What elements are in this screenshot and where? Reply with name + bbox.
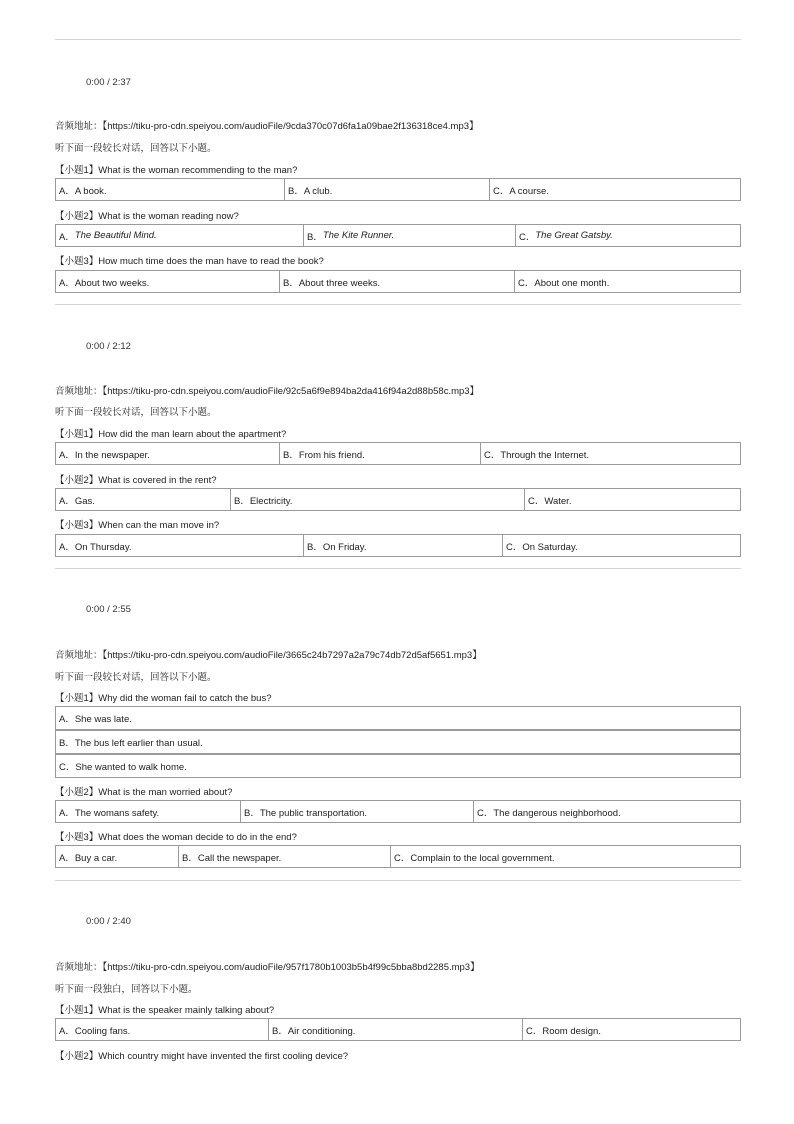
- divider: [55, 880, 741, 881]
- option-b[interactable]: B．On Friday.: [303, 535, 502, 556]
- audio-url: 音频地址：【https://tiku-pro-cdn.speiyou.com/audioFile/957f1780b1003b5b4f99c5bba8bd2285.mp3】: [55, 962, 480, 973]
- audio-url: 音频地址：【https://tiku-pro-cdn.speiyou.com/audioFile/92c5a6f9e894ba2da416f94a2d88b58c.mp3】: [55, 386, 480, 397]
- instruction: 听下面一段较长对话，回答以下小题。: [55, 672, 217, 683]
- question-1: 【小题1】Why did the woman fail to catch the bus?: [55, 693, 272, 704]
- book-title: The Great Gatsby.: [535, 230, 613, 241]
- audio-url: 音频地址：【https://tiku-pro-cdn.speiyou.com/audioFile/3665c24b7297a2a79c74db72d5af5651.mp3】: [55, 650, 482, 661]
- audio-time[interactable]: 0:00 / 2:40: [86, 916, 131, 927]
- option-c[interactable]: C．Water.: [524, 489, 740, 510]
- option-b[interactable]: B．Air conditioning.: [268, 1019, 522, 1040]
- options-row: [55, 488, 741, 511]
- option-a[interactable]: A．She was late.: [55, 706, 741, 730]
- instruction: 听下面一段独白，回答以下小题。: [55, 984, 198, 995]
- divider: [55, 39, 741, 40]
- option-c[interactable]: C．Room design.: [522, 1019, 740, 1040]
- divider: [55, 568, 741, 569]
- option-b[interactable]: B．About three weeks.: [279, 271, 514, 292]
- question-2: 【小题2】What is covered in the rent?: [55, 475, 217, 486]
- option-prefix: B．: [307, 231, 323, 243]
- option-a[interactable]: A．Buy a car.: [59, 852, 118, 864]
- audio-time[interactable]: 0:00 / 2:55: [86, 604, 131, 615]
- option-a[interactable]: A．In the newspaper.: [59, 449, 150, 461]
- question-2: 【小题2】What is the man worried about?: [55, 787, 233, 798]
- option-c[interactable]: C．The dangerous neighborhood.: [473, 801, 740, 822]
- option-c[interactable]: C．Complain to the local government.: [390, 846, 740, 867]
- question-3: 【小题3】When can the man move in?: [55, 520, 220, 531]
- option-prefix: C．: [519, 231, 536, 243]
- instruction: 听下面一段较长对话，回答以下小题。: [55, 143, 217, 154]
- option-a[interactable]: A．About two weeks.: [59, 277, 150, 289]
- question-1: 【小题1】What is the speaker mainly talking about?: [55, 1005, 275, 1016]
- option-a[interactable]: A．A book.: [59, 185, 107, 197]
- option-c[interactable]: [515, 225, 740, 246]
- option-c[interactable]: C．Through the Internet.: [480, 443, 740, 464]
- option-b[interactable]: B．From his friend.: [279, 443, 480, 464]
- options-row: [55, 270, 741, 293]
- options-row: [55, 800, 741, 823]
- option-a[interactable]: A．Gas.: [59, 495, 95, 507]
- option-c[interactable]: C．She wanted to walk home.: [55, 754, 741, 778]
- question-2: 【小题2】What is the woman reading now?: [55, 211, 239, 222]
- options-row: [55, 1018, 741, 1041]
- audio-url: 音频地址：【https://tiku-pro-cdn.speiyou.com/audioFile/9cda370c07d6fa1a09bae2f136318ce4.mp3】: [55, 121, 479, 132]
- options-row: [55, 534, 741, 557]
- option-prefix: A．: [59, 231, 75, 243]
- option-c[interactable]: C．A course.: [489, 179, 740, 200]
- option-b[interactable]: B．A club.: [284, 179, 489, 200]
- options-row: [55, 224, 741, 247]
- question-1: 【小题1】How did the man learn about the apartment?: [55, 429, 287, 440]
- options-row: [55, 442, 741, 465]
- option-b[interactable]: B．Call the newspaper.: [178, 846, 390, 867]
- question-1: 【小题1】What is the woman recommending to the man?: [55, 165, 298, 176]
- option-a[interactable]: A．Cooling fans.: [59, 1025, 131, 1037]
- instruction: 听下面一段较长对话，回答以下小题。: [55, 407, 217, 418]
- question-3: 【小题3】What does the woman decide to do in the end?: [55, 832, 297, 843]
- option-b[interactable]: [303, 225, 515, 246]
- question-2: 【小题2】Which country might have invented the first cooling device?: [55, 1051, 349, 1062]
- book-title: The Kite Runner.: [322, 230, 395, 241]
- book-title: The Beautiful Mind.: [74, 230, 157, 241]
- options-row: [55, 178, 741, 201]
- question-3: 【小题3】How much time does the man have to read the book?: [55, 256, 324, 267]
- audio-time[interactable]: 0:00 / 2:37: [86, 77, 131, 88]
- audio-time[interactable]: 0:00 / 2:12: [86, 341, 131, 352]
- options-row: [55, 845, 741, 868]
- option-b[interactable]: B．Electricity.: [230, 489, 524, 510]
- divider: [55, 304, 741, 305]
- option-c[interactable]: C．On Saturday.: [502, 535, 740, 556]
- option-a[interactable]: A．On Thursday.: [59, 541, 132, 553]
- option-a[interactable]: [56, 225, 303, 246]
- option-c[interactable]: C．About one month.: [514, 271, 740, 292]
- option-a[interactable]: A．The womans safety.: [59, 807, 160, 819]
- option-b[interactable]: B．The public transportation.: [240, 801, 473, 822]
- option-b[interactable]: B．The bus left earlier than usual.: [55, 730, 741, 754]
